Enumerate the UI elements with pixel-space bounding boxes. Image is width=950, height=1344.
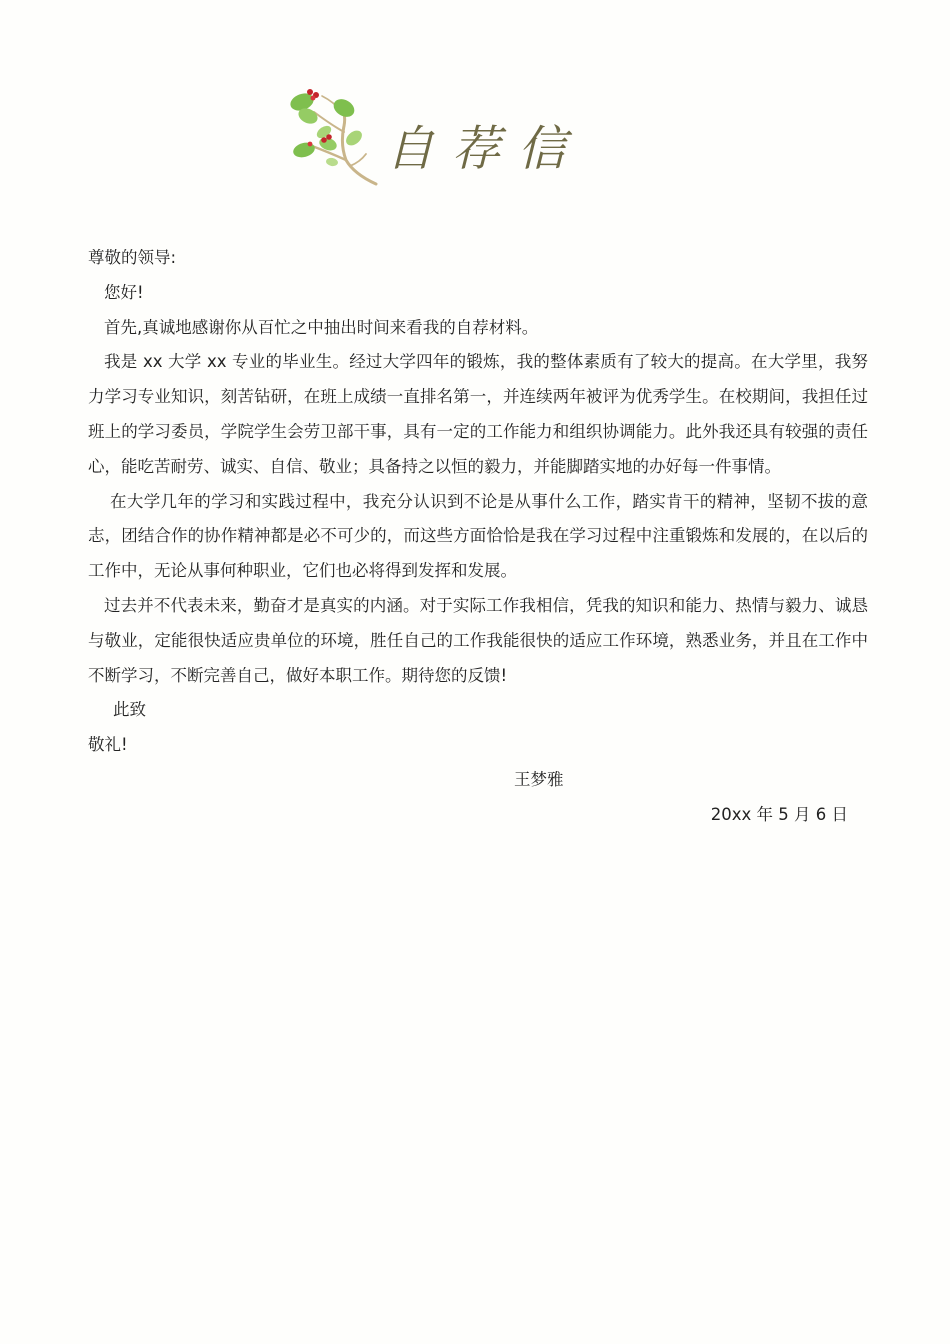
closing-line-1: 此致 <box>113 700 146 720</box>
paragraph-reflection: 在大学几年的学习和实践过程中，我充分认识到不论是从事什么工作，踏实肯干的精神，坚韧不拔的意志，团结合作的协作精神都是必不可少的，而这些方面恰恰是我在学习过程中注重锻炼和发展的，在以后的工作中，无论从事何种职业，它们也必将得到发挥和发展。 <box>88 491 868 581</box>
letterhead <box>284 82 584 192</box>
greeting: 您好! <box>104 282 144 302</box>
paragraph-outlook: 过去并不代表未来，勤奋才是真实的内涵。对于实际工作我相信，凭我的知识和能力、热情与毅力、诚恳与敬业，定能很快适应贵单位的环境，胜任自己的工作我能很快的适应工作环境，熟悉业务，并且在工作中不断学习，不断完善自己，做好本职工作。期待您的反馈! <box>88 595 868 685</box>
signature: 王梦雅 <box>514 769 564 789</box>
salutation: 尊敬的领导: <box>88 248 177 267</box>
opening-paragraph: 首先,真诚地感谢你从百忙之中抽出时间来看我的自荐材料。 <box>104 317 539 337</box>
branch-with-leaves-and-berries-icon <box>284 82 384 192</box>
closing-line-2: 敬礼! <box>88 735 128 755</box>
letter-title: 自荐信 <box>386 121 585 177</box>
letter-date: 20xx 年 5 月 6 日 <box>710 804 848 824</box>
paragraph-education: 我是 xx 大学 xx 专业的毕业生。经过大学四年的锻炼，我的整体素质有了较大的提高。在大学里，我努力学习专业知识，刻苦钻研，在班上成绩一直排名第一，并连续两年被评为优秀学生。在校期间，我担任过班上的学习委员，学院学生会劳卫部干事，具有一定的工作能力和组织协调能力。此外我还具有较强的责任心，能吃苦耐劳、诚实、自信、敬业；具备持之以恒的毅力，并能脚踏实地的办好每一件事情。 <box>88 352 868 476</box>
letter-body <box>88 241 868 833</box>
